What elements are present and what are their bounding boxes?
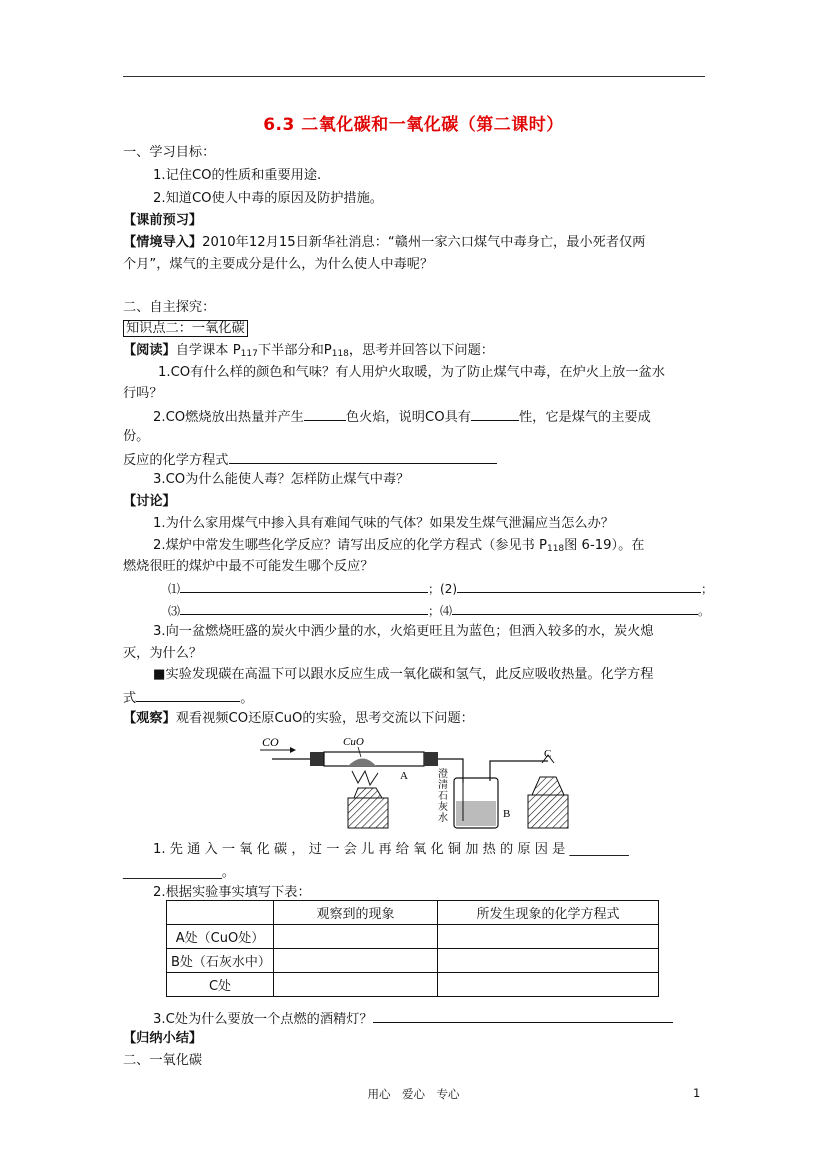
cell-c-phenomenon[interactable] [274, 973, 438, 997]
knowledge-point-line [123, 319, 248, 339]
co-label: CO [262, 735, 279, 749]
table-header-equation: 所发生现象的化学方程式 [438, 901, 659, 925]
page-ref-2: 118 [331, 349, 349, 359]
equation-blank-2[interactable] [136, 687, 240, 702]
intro-text: 2010年12月15日新华社消息：“赣州一家六口煤气中毒身亡，最小死者仅两 [202, 235, 646, 250]
separator: ； [428, 604, 441, 618]
reaction-blank-4[interactable] [452, 600, 698, 615]
flame-a [352, 771, 378, 785]
cell-a-phenomenon[interactable] [274, 925, 438, 949]
question-3: 3.CO为什么能使人毒？怎样防止煤气中毒？ [153, 472, 410, 487]
reading-text-a: 自学课本 P [175, 343, 241, 358]
reaction-label-1: ⑴ [168, 582, 181, 596]
q2-text-a: 2.CO燃烧放出热量并产生 [153, 410, 304, 425]
reaction-blank-1[interactable] [180, 578, 428, 593]
equation-label: 反应的化学方程式 [123, 453, 229, 468]
reaction-blank-3[interactable] [180, 600, 428, 615]
limewater-char-4: 灰 [438, 802, 448, 813]
discussion-2-line-2: 燃烧很旺的煤炉中最不可能发生哪个反应？ [123, 559, 374, 574]
exp-text: 式 [123, 691, 137, 706]
reading-text-c: ，思考并回答以下问题： [348, 343, 494, 358]
table-row [167, 925, 659, 949]
end-period: 。 [698, 604, 711, 618]
exp-end: 。 [240, 691, 254, 706]
intro-label: 【情境导入】 [123, 235, 203, 250]
table-header-row [167, 901, 659, 925]
reaction-label-2: (2) [440, 582, 458, 596]
intro-line-2: 个月”，煤气的主要成分是什么，为什么使人中毒呢？ [123, 257, 434, 272]
property-blank[interactable] [471, 406, 519, 421]
summary-item: 二、一氧化碳 [123, 1053, 203, 1068]
table-row [167, 973, 659, 997]
question-1-line-2: 行吗？ [123, 386, 163, 401]
cuo-label: CuO [343, 736, 364, 748]
table-row [167, 949, 659, 973]
experiment-line-1: ■实验发现碳在高温下可以跟水反应生成一氧化碳和氢气，此反应吸收热量。化学方程 [153, 667, 654, 682]
question-1-line-1: 1.CO有什么样的颜色和气味？有人用炉火取暖，为了防止煤气中毒，在炉火上放一盆水 [158, 365, 665, 380]
burner-base-a [348, 798, 388, 828]
observe-question-3-line [153, 1008, 673, 1030]
cell-b-equation[interactable] [438, 949, 659, 973]
d2-text-a: 2.煤炉中常发生哪些化学反应？请写出反应的化学方程式（参见书 P [153, 538, 547, 553]
limewater-char-2: 清 [438, 780, 448, 791]
observation-table [166, 900, 659, 997]
section2-heading: 二、自主探究： [123, 300, 216, 315]
cell-b-phenomenon[interactable] [274, 949, 438, 973]
question-2-line-2: 份。 [123, 429, 150, 444]
intro-line-1 [123, 233, 645, 253]
burner-neck-a [354, 788, 382, 798]
apparatus-diagram [258, 733, 578, 833]
observe-line [123, 709, 474, 729]
reading-label: 【阅读】 [123, 343, 176, 358]
d2-text-b: 图 6-19）。在 [564, 538, 645, 553]
label-c: C [544, 748, 552, 760]
question-2-line-1 [153, 406, 651, 428]
limewater-char-5: 水 [438, 813, 448, 824]
row-label-a: A处（CuO处） [167, 925, 274, 949]
observe-question-3: 3.C处为什么要放一个点燃的酒精灯？ [153, 1012, 373, 1027]
q2-text-c: 性，它是煤气的主要成 [518, 410, 651, 425]
observe-question-3-blank[interactable] [373, 1008, 673, 1023]
limewater-char-3: 石 [438, 791, 448, 802]
reaction-row-1 [168, 578, 713, 599]
label-a: A [400, 770, 408, 782]
knowledge-point-box: 知识点二：一氧化碳 [123, 320, 248, 337]
limewater [456, 801, 496, 826]
cell-c-equation[interactable] [438, 973, 659, 997]
header-rule [123, 76, 705, 77]
reading-line [123, 341, 494, 364]
right-stopper [424, 752, 438, 766]
reaction-blank-2[interactable] [457, 578, 701, 593]
reaction-label-3: ⑶ [168, 604, 181, 618]
page-title: 6.3 二氧化碳和一氧化碳（第二课时） [263, 115, 564, 135]
left-stopper [310, 752, 324, 766]
separator: ； [701, 582, 714, 596]
equation-blank[interactable] [229, 449, 497, 464]
reaction-label-4: ⑷ [440, 604, 453, 618]
summary-label: 【归纳小结】 [123, 1031, 203, 1046]
page-footer: 用心 爱心 专心 [367, 1087, 460, 1101]
label-b: B [503, 808, 511, 820]
discussion-label: 【讨论】 [123, 494, 176, 509]
limewater-char-1: 澄 [438, 769, 448, 780]
observe-question-1-line-2: _______________。 [123, 865, 236, 880]
discussion-3-line-2: 灭，为什么？ [123, 646, 203, 661]
preview-label: 【课前预习】 [123, 213, 203, 228]
observe-question-1-line-1: 1. 先 通 入 一 氧 化 碳 ， 过 一 会 儿 再 给 氧 化 铜 加 热 的 原 因 是 _________ [153, 842, 629, 857]
section1-heading: 一、学习目标： [123, 145, 216, 160]
table-header-empty [167, 901, 274, 925]
page-ref-1: 117 [240, 349, 258, 359]
discussion-3-line-1: 3.向一盆燃烧旺盛的炭火中洒少量的水，火焰更旺且为蓝色；但洒入较多的水，炭火熄 [153, 624, 654, 639]
equation-line [123, 449, 497, 471]
burner-base-c [528, 795, 568, 828]
row-label-b: B处（石灰水中） [167, 949, 274, 973]
co-arrow-head [290, 747, 296, 753]
burner-neck-c [532, 777, 564, 795]
page-number: 1 [693, 1086, 701, 1100]
d2-page-ref: 118 [546, 544, 565, 554]
table-header-phenomenon: 观察到的现象 [274, 901, 438, 925]
separator: ； [428, 582, 441, 596]
cell-a-equation[interactable] [438, 925, 659, 949]
discussion-2-line-1 [153, 536, 644, 559]
reaction-row-2 [168, 600, 710, 621]
flame-color-blank[interactable] [304, 406, 346, 421]
observe-label: 【观察】 [123, 711, 176, 726]
reading-text-b: 下半部分和P [257, 343, 332, 358]
row-label-c: C处 [167, 973, 274, 997]
experiment-line-2 [123, 687, 253, 709]
goal-2: 2.知道CO使人中毒的原因及防护措施。 [153, 191, 383, 206]
discussion-1: 1.为什么家用煤气中掺入具有难闻气味的气体？如果发生煤气泄漏应当怎么办？ [153, 516, 614, 531]
cuo-powder [348, 759, 376, 767]
observe-question-2: 2.根据实验事实填写下表： [153, 885, 311, 900]
goal-1: 1.记住CO的性质和重要用途. [153, 168, 322, 183]
q2-text-b: 色火焰，说明CO具有 [345, 410, 471, 425]
observe-text: 观看视频CO还原CuO的实验，思考交流以下问题： [175, 711, 474, 726]
